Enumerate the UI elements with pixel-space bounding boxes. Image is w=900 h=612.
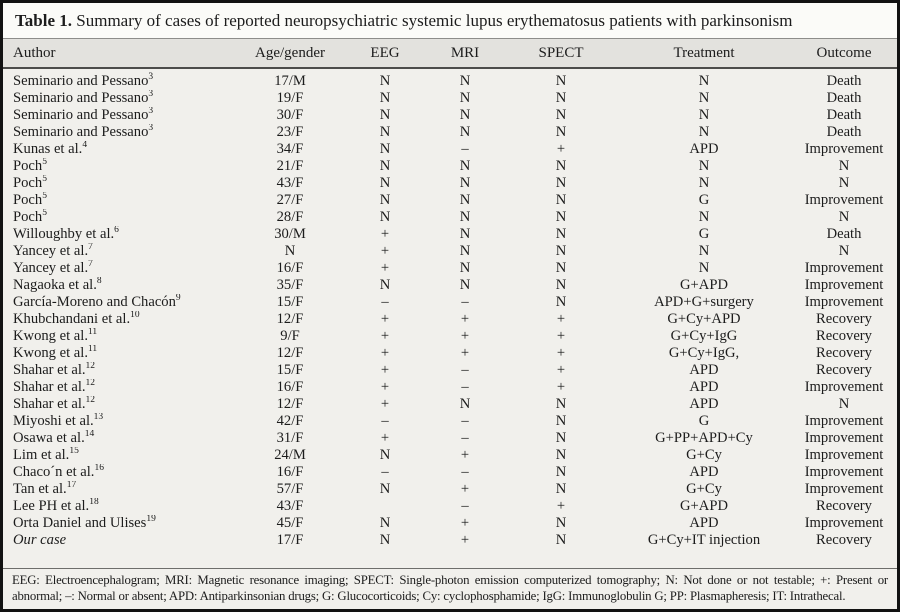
eeg-cell: + — [380, 243, 390, 259]
outcome-cell: N — [838, 175, 850, 191]
author-cell — [3, 481, 235, 498]
eeg-cell: N — [379, 73, 391, 89]
author-cell — [3, 498, 235, 515]
eeg-cell: N — [379, 107, 391, 123]
author-cell — [3, 311, 235, 328]
reference-number: 8 — [96, 277, 102, 287]
outcome-cell: N — [838, 209, 850, 225]
treatment-cell: G — [698, 192, 710, 208]
author-name: Lee PH et al. — [13, 498, 90, 514]
age-gender-cell: 15/F — [276, 294, 304, 310]
age-gender-cell: 16/F — [276, 379, 304, 395]
age-gender-cell: 19/F — [276, 90, 304, 106]
treatment-cell: N — [698, 209, 710, 225]
eeg-cell: N — [379, 141, 391, 157]
treatment-cell: N — [698, 73, 710, 89]
mri-cell: N — [459, 90, 471, 106]
mri-cell: N — [459, 277, 471, 293]
age-gender-cell: 45/F — [276, 515, 304, 531]
author-name: Nagaoka et al. — [13, 277, 97, 293]
mri-cell: N — [459, 124, 471, 140]
treatment-cell: G+APD — [680, 277, 728, 293]
spect-cell: N — [555, 413, 567, 429]
reference-number: 15 — [69, 447, 79, 457]
mri-cell: N — [459, 243, 471, 259]
treatment-cell: APD — [689, 396, 719, 412]
eeg-cell: N — [379, 158, 391, 174]
mri-cell: + — [460, 481, 470, 497]
eeg-cell: N — [379, 515, 391, 531]
outcome-cell: Improvement — [804, 481, 884, 497]
mri-cell: + — [460, 515, 470, 531]
spect-cell: N — [555, 107, 567, 123]
author-name: Osawa et al. — [13, 430, 85, 446]
age-gender-cell: 30/M — [274, 226, 306, 242]
eeg-cell: N — [379, 192, 391, 208]
reference-number: 11 — [87, 328, 98, 338]
mri-cell: – — [461, 294, 469, 310]
author-cell — [3, 90, 235, 107]
author-name: García-Moreno and Chacón — [13, 294, 176, 310]
author-cell — [3, 226, 235, 243]
spect-cell: + — [556, 345, 566, 361]
table-row — [3, 311, 897, 328]
mri-cell: + — [460, 311, 470, 327]
treatment-cell: N — [698, 90, 710, 106]
treatment-cell: G+Cy+IgG — [670, 328, 738, 344]
mri-cell: N — [459, 209, 471, 225]
spect-cell: N — [555, 396, 567, 412]
reference-number: 5 — [42, 209, 47, 219]
author-cell — [3, 379, 235, 396]
table-row — [3, 498, 897, 515]
table-row — [3, 158, 897, 175]
author-name: Khubchandani et al. — [13, 311, 131, 327]
spect-cell: + — [556, 141, 566, 157]
author-cell — [3, 328, 235, 345]
mri-cell: + — [460, 328, 470, 344]
outcome-cell: Improvement — [804, 515, 884, 531]
table-row — [3, 107, 897, 124]
age-gender-cell: 15/F — [276, 362, 304, 378]
age-gender-cell: 43/F — [276, 498, 304, 514]
treatment-cell: N — [698, 243, 710, 259]
author-cell — [3, 243, 235, 260]
mri-cell: – — [461, 141, 469, 157]
author-name: Yancey et al. — [13, 260, 89, 276]
author-cell — [3, 294, 235, 311]
treatment-cell: APD — [689, 362, 719, 378]
table-row — [3, 294, 897, 311]
eeg-cell: N — [379, 447, 391, 463]
age-gender-cell: 35/F — [276, 277, 304, 293]
author-name: Kwong et al. — [13, 328, 88, 344]
age-gender-cell: 12/F — [276, 396, 304, 412]
outcome-cell: Death — [826, 73, 862, 89]
treatment-cell: N — [698, 107, 710, 123]
eeg-cell: + — [380, 345, 390, 361]
treatment-cell: G+Cy+IT injection — [647, 532, 761, 548]
treatment-cell: N — [698, 175, 710, 191]
spect-cell: N — [555, 464, 567, 480]
author-cell — [3, 141, 235, 158]
author-cell — [3, 396, 235, 413]
author-cell — [3, 124, 235, 141]
author-name: Chaco´n et al. — [13, 464, 95, 480]
table-row — [3, 192, 897, 209]
eeg-cell: + — [380, 379, 390, 395]
reference-number: 3 — [148, 90, 154, 100]
outcome-cell: Improvement — [804, 464, 884, 480]
table-row — [3, 141, 897, 158]
col-eeg: EEG — [345, 39, 425, 68]
table-header — [3, 39, 897, 68]
eeg-cell: N — [379, 209, 391, 225]
age-gender-cell: 57/F — [276, 481, 304, 497]
eeg-cell: N — [379, 175, 391, 191]
eeg-cell: N — [379, 124, 391, 140]
table-row — [3, 532, 897, 549]
reference-number: 5 — [42, 192, 47, 202]
author-name: Kwong et al. — [13, 345, 88, 361]
age-gender-cell: 12/F — [276, 345, 304, 361]
table-row — [3, 175, 897, 192]
reference-number: 12 — [85, 362, 96, 372]
spect-cell: N — [555, 515, 567, 531]
mri-cell: N — [459, 226, 471, 242]
treatment-cell: G+Cy — [686, 481, 722, 497]
mri-cell: N — [459, 396, 471, 412]
table-row — [3, 209, 897, 226]
age-gender-cell: 43/F — [276, 175, 304, 191]
table-row — [3, 481, 897, 498]
author-name: Seminario and Pessano — [13, 90, 149, 106]
author-name: Shahar et al. — [13, 396, 86, 412]
outcome-cell: Improvement — [804, 192, 884, 208]
table-row — [3, 413, 897, 430]
mri-cell: N — [459, 107, 471, 123]
author-name: Poch — [13, 209, 43, 225]
spect-cell: N — [555, 260, 567, 276]
author-name: Kunas et al. — [13, 141, 83, 157]
spect-cell: N — [555, 73, 567, 89]
reference-number: 12 — [85, 379, 96, 389]
outcome-cell: Improvement — [804, 413, 884, 429]
eeg-cell: – — [381, 294, 389, 310]
treatment-cell: G — [698, 413, 710, 429]
spect-cell: N — [555, 532, 567, 548]
author-name: Our case — [13, 532, 67, 548]
table-row — [3, 362, 897, 379]
age-gender-cell: 23/F — [276, 124, 304, 140]
table-row — [3, 243, 897, 260]
eeg-cell: N — [379, 481, 391, 497]
author-cell — [3, 260, 235, 277]
eeg-cell: – — [381, 413, 389, 429]
reference-number: 7 — [88, 243, 93, 253]
table-title — [3, 3, 897, 39]
spect-cell: N — [555, 158, 567, 174]
author-name: Poch — [13, 175, 43, 191]
treatment-cell: N — [698, 260, 710, 276]
treatment-cell: APD — [689, 379, 719, 395]
eeg-cell: + — [380, 362, 390, 378]
table-row — [3, 345, 897, 362]
spect-cell: + — [556, 362, 566, 378]
treatment-cell: APD+G+surgery — [654, 294, 754, 310]
author-cell — [3, 158, 235, 175]
eeg-cell: N — [379, 277, 391, 293]
eeg-cell: + — [380, 328, 390, 344]
author-cell — [3, 175, 235, 192]
eeg-cell: + — [380, 396, 390, 412]
spect-cell: + — [556, 379, 566, 395]
author-cell — [3, 345, 235, 362]
spect-cell: N — [555, 430, 567, 446]
outcome-cell: Death — [826, 226, 862, 242]
outcome-cell: Recovery — [816, 498, 872, 514]
age-gender-cell: 16/F — [276, 464, 304, 480]
reference-number: 14 — [84, 430, 95, 440]
col-author: Author — [3, 39, 235, 68]
reference-number: 12 — [85, 396, 96, 406]
outcome-cell: Improvement — [804, 447, 884, 463]
reference-number: 3 — [148, 124, 154, 134]
spect-cell: N — [555, 294, 567, 310]
author-name: Shahar et al. — [13, 362, 86, 378]
author-name: Orta Daniel and Ulises — [13, 515, 147, 531]
author-name: Tan et al. — [13, 481, 67, 497]
treatment-cell: G+Cy+APD — [667, 311, 741, 327]
mri-cell: – — [461, 413, 469, 429]
mri-cell: N — [459, 73, 471, 89]
age-gender-cell: 34/F — [276, 141, 304, 157]
treatment-cell: N — [698, 158, 710, 174]
mri-cell: – — [461, 430, 469, 446]
treatment-cell: APD — [689, 141, 719, 157]
reference-number: 19 — [146, 515, 156, 525]
author-cell — [3, 107, 235, 124]
table-row — [3, 396, 897, 413]
eeg-cell: N — [379, 532, 391, 548]
outcome-cell: Death — [826, 124, 862, 140]
table-row — [3, 90, 897, 107]
outcome-cell: Improvement — [804, 260, 884, 276]
mri-cell: – — [461, 362, 469, 378]
mri-cell: N — [459, 175, 471, 191]
age-gender-cell: 42/F — [276, 413, 304, 429]
reference-number: 4 — [82, 141, 88, 151]
age-gender-cell: 21/F — [276, 158, 304, 174]
reference-number: 17 — [66, 481, 77, 491]
age-gender-cell: 12/F — [276, 311, 304, 327]
outcome-cell: Improvement — [804, 277, 884, 293]
eeg-cell: + — [380, 260, 390, 276]
author-name: Willoughby et al. — [13, 226, 115, 242]
outcome-cell: Death — [826, 90, 862, 106]
author-cell — [3, 464, 235, 481]
spect-cell: N — [555, 277, 567, 293]
eeg-cell — [345, 498, 425, 515]
reference-number: 13 — [93, 413, 104, 423]
eeg-cell: N — [379, 90, 391, 106]
reference-number: 5 — [42, 158, 47, 168]
outcome-cell: N — [838, 243, 850, 259]
author-name: Poch — [13, 192, 43, 208]
age-gender-cell: 31/F — [276, 430, 304, 446]
age-gender-cell: 28/F — [276, 209, 304, 225]
outcome-cell: N — [838, 396, 850, 412]
author-cell — [3, 430, 235, 447]
eeg-cell: + — [380, 430, 390, 446]
reference-number: 3 — [148, 107, 154, 117]
author-cell — [3, 532, 235, 549]
age-gender-cell: 17/M — [274, 73, 306, 89]
col-spect: SPECT — [505, 39, 617, 68]
reference-number: 6 — [114, 226, 119, 236]
outcome-cell: Recovery — [816, 311, 872, 327]
spect-cell: N — [555, 447, 567, 463]
mri-cell: + — [460, 447, 470, 463]
summary-table — [3, 39, 897, 549]
table-row — [3, 464, 897, 481]
author-cell — [3, 413, 235, 430]
spect-cell: N — [555, 175, 567, 191]
reference-number: 10 — [130, 311, 140, 321]
age-gender-cell: N — [284, 243, 296, 259]
author-cell — [3, 209, 235, 226]
outcome-cell: Recovery — [816, 362, 872, 378]
spect-cell: N — [555, 226, 567, 242]
outcome-cell: Improvement — [804, 141, 884, 157]
outcome-cell: Recovery — [816, 532, 872, 548]
treatment-cell: G+Cy — [686, 447, 722, 463]
outcome-cell: Recovery — [816, 328, 872, 344]
treatment-cell: N — [698, 124, 710, 140]
author-name: Seminario and Pessano — [13, 107, 149, 123]
outcome-cell: Improvement — [804, 430, 884, 446]
spect-cell: N — [555, 481, 567, 497]
table-footnote: EEG: Electroencephalogram; MRI: Magnetic resonance imaging; SPECT: Single-photon emission computerized tomography; N: Not done or not testable; +: Present or abnormal; –: Normal or absent; APD: Antiparkinsonian drugs; G: Glucocorticoids; Cy: cyclophosphamide; IgG: Immunoglobulin G; PP: Plasmapheresis; IT: Intrathecal. — [3, 568, 897, 609]
mri-cell: N — [459, 260, 471, 276]
spect-cell: N — [555, 90, 567, 106]
eeg-cell: – — [381, 464, 389, 480]
author-cell — [3, 447, 235, 464]
reference-number: 5 — [42, 175, 47, 185]
col-age-gender: Age/gender — [235, 39, 345, 68]
treatment-cell: APD — [689, 464, 719, 480]
table-row — [3, 515, 897, 532]
reference-number: 7 — [88, 260, 93, 270]
reference-number: 3 — [148, 72, 154, 83]
eeg-cell: + — [380, 226, 390, 242]
author-name: Seminario and Pessano — [13, 124, 149, 140]
outcome-cell: N — [838, 158, 850, 174]
col-treatment: Treatment — [617, 39, 791, 68]
table-row — [3, 430, 897, 447]
table-row — [3, 447, 897, 464]
outcome-cell: Death — [826, 107, 862, 123]
table-row — [3, 260, 897, 277]
author-cell — [3, 362, 235, 379]
author-name: Yancey et al. — [13, 243, 89, 259]
spect-cell: N — [555, 243, 567, 259]
spect-cell: + — [556, 311, 566, 327]
outcome-cell: Improvement — [804, 294, 884, 310]
author-name: Shahar et al. — [13, 379, 86, 395]
mri-cell: N — [459, 158, 471, 174]
table-caption: Summary of cases of reported neuropsychiatric systemic lupus erythematosus patients with parkinsonism — [72, 11, 793, 30]
table-row — [3, 68, 897, 90]
spect-cell: + — [556, 328, 566, 344]
mri-cell: N — [459, 192, 471, 208]
treatment-cell: G+Cy+IgG, — [668, 345, 740, 361]
table-row — [3, 124, 897, 141]
author-name: Seminario and Pessano — [13, 73, 149, 89]
treatment-cell: APD — [689, 515, 719, 531]
table-row — [3, 277, 897, 294]
header-row — [3, 39, 897, 68]
age-gender-cell: 27/F — [276, 192, 304, 208]
outcome-cell: Recovery — [816, 345, 872, 361]
author-name: Lim et al. — [13, 447, 70, 463]
col-mri: MRI — [425, 39, 505, 68]
col-outcome: Outcome — [791, 39, 897, 68]
table-row — [3, 379, 897, 396]
author-cell — [3, 277, 235, 294]
eeg-cell: + — [380, 311, 390, 327]
age-gender-cell: 16/F — [276, 260, 304, 276]
treatment-cell: G+PP+APD+Cy — [655, 430, 753, 446]
table-row — [3, 226, 897, 243]
table-row — [3, 328, 897, 345]
mri-cell: – — [461, 464, 469, 480]
spect-cell: + — [556, 498, 566, 514]
age-gender-cell: 9/F — [280, 328, 300, 344]
outcome-cell: Improvement — [804, 379, 884, 395]
mri-cell: + — [460, 345, 470, 361]
reference-number: 9 — [175, 294, 181, 304]
mri-cell: – — [461, 379, 469, 395]
age-gender-cell: 30/F — [276, 107, 304, 123]
reference-number: 11 — [87, 345, 98, 355]
spect-cell: N — [555, 209, 567, 225]
author-cell — [3, 68, 235, 90]
spect-cell: N — [555, 124, 567, 140]
mri-cell: + — [460, 532, 470, 548]
author-cell — [3, 515, 235, 532]
treatment-cell: G — [698, 226, 710, 242]
spect-cell: N — [555, 192, 567, 208]
table-number: Table 1. — [15, 11, 73, 30]
reference-number: 16 — [94, 464, 104, 474]
author-cell — [3, 192, 235, 209]
author-name: Poch — [13, 158, 43, 174]
table-body — [3, 68, 897, 549]
author-name: Miyoshi et al. — [13, 413, 94, 429]
reference-number: 18 — [89, 498, 99, 508]
mri-cell: – — [461, 498, 469, 514]
age-gender-cell: 17/F — [276, 532, 304, 548]
age-gender-cell: 24/M — [274, 447, 306, 463]
treatment-cell: G+APD — [680, 498, 728, 514]
